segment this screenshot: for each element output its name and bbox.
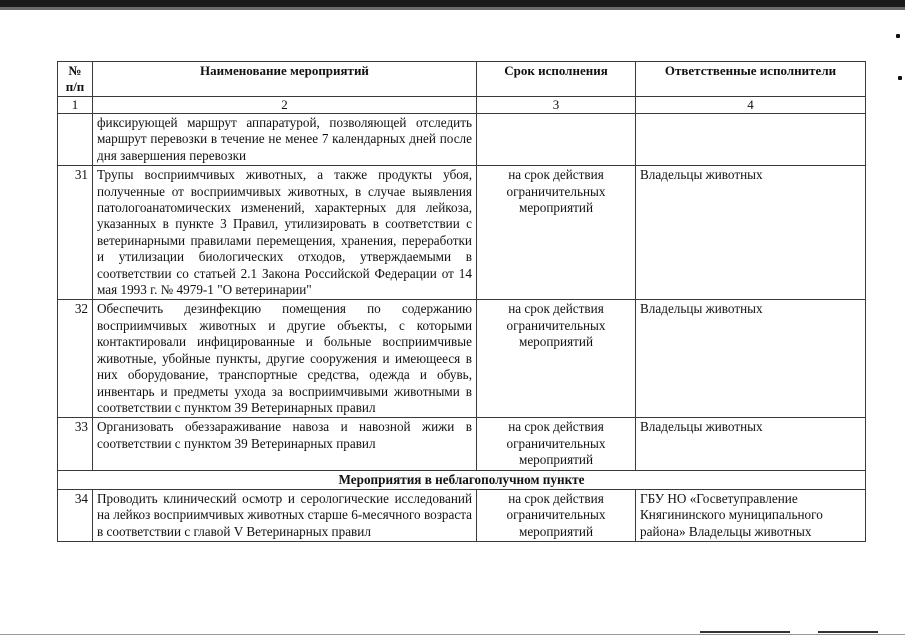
deadline-cell [477, 114, 636, 166]
row-number: 32 [58, 300, 93, 418]
table-row [58, 489, 866, 541]
responsible-cell: Владельцы животных [636, 300, 866, 418]
header-row [58, 62, 866, 97]
table-row [58, 166, 866, 300]
section-row [58, 470, 866, 489]
table-row [58, 300, 866, 418]
measure-text: Организовать обеззараживание навоза и навозной жижи в соответствии с пунктом 39 Ветеринарных правил [93, 418, 477, 470]
responsible-cell: ГБУ НО «Госветуправление Княгининского муниципального района» Владельцы животных [636, 489, 866, 541]
section-title: Мероприятия в неблагополучном пункте [58, 470, 866, 489]
table-row [58, 418, 866, 470]
row-number: 34 [58, 489, 93, 541]
measure-text: Обеспечить дезинфекцию помещения по содержанию восприимчивых животных и другие объекты, с которыми контактировали инфицированные и больные восприимчивые животные, убойные пункты, другие сооружения и имеющееся в них оборудование, транспортные средства, одежда и обувь, инвентарь и предметы ухода за восприимчивыми животными в соответствии с пунктом 39 Ветеринарных правил [93, 300, 477, 418]
row-number [58, 114, 93, 166]
scan-bottom-line [0, 634, 905, 635]
column-number: 4 [636, 97, 866, 114]
scan-bottom-mark [700, 631, 790, 633]
header-num: № п/п [58, 62, 93, 97]
scan-top-shadow [0, 7, 905, 10]
scan-speck [898, 76, 902, 80]
column-number: 1 [58, 97, 93, 114]
measure-text: Проводить клинический осмотр и серологические исследований на лейкоз восприимчивых животных старше 6-месячного возраста в соответствии с главой V Ветеринарных правил [93, 489, 477, 541]
responsible-cell: Владельцы животных [636, 418, 866, 470]
table-row-continued [58, 114, 866, 166]
column-number-row [58, 97, 866, 114]
column-number: 2 [93, 97, 477, 114]
header-responsible: Ответственные исполнители [636, 62, 866, 97]
row-number: 33 [58, 418, 93, 470]
deadline-cell: на срок действия ограничительных мероприятий [477, 300, 636, 418]
row-number: 31 [58, 166, 93, 300]
measure-text: фиксирующей маршрут аппаратурой, позволяющей отследить маршрут перевозки в течение не менее 7 календарных дней после дня завершения перевозки [93, 114, 477, 166]
deadline-cell: на срок действия ограничительных мероприятий [477, 166, 636, 300]
scan-speck [896, 34, 900, 38]
header-deadline: Срок исполнения [477, 62, 636, 97]
scan-top-border [0, 0, 905, 7]
header-name: Наименование мероприятий [93, 62, 477, 97]
deadline-cell: на срок действия ограничительных мероприятий [477, 489, 636, 541]
column-number: 3 [477, 97, 636, 114]
deadline-cell: на срок действия ограничительных мероприятий [477, 418, 636, 470]
measures-table [57, 61, 866, 542]
responsible-cell [636, 114, 866, 166]
measure-text: Трупы восприимчивых животных, а также продукты убоя, полученные от восприимчивых животных, в случае выявления патологоанатомических изменений, характерных для лейкоза, указанных в пункте 3 Правил, утилизировать в соответствии с ветеринарными правилами перемещения, хранения, переработки и утилизации биологических отходов, утверждаемыми в соответствии со статьей 2.1 Закона Российской Федерации от 14 мая 1993 г. № 4979-1 "О ветеринарии" [93, 166, 477, 300]
scan-bottom-mark [818, 631, 878, 633]
responsible-cell: Владельцы животных [636, 166, 866, 300]
